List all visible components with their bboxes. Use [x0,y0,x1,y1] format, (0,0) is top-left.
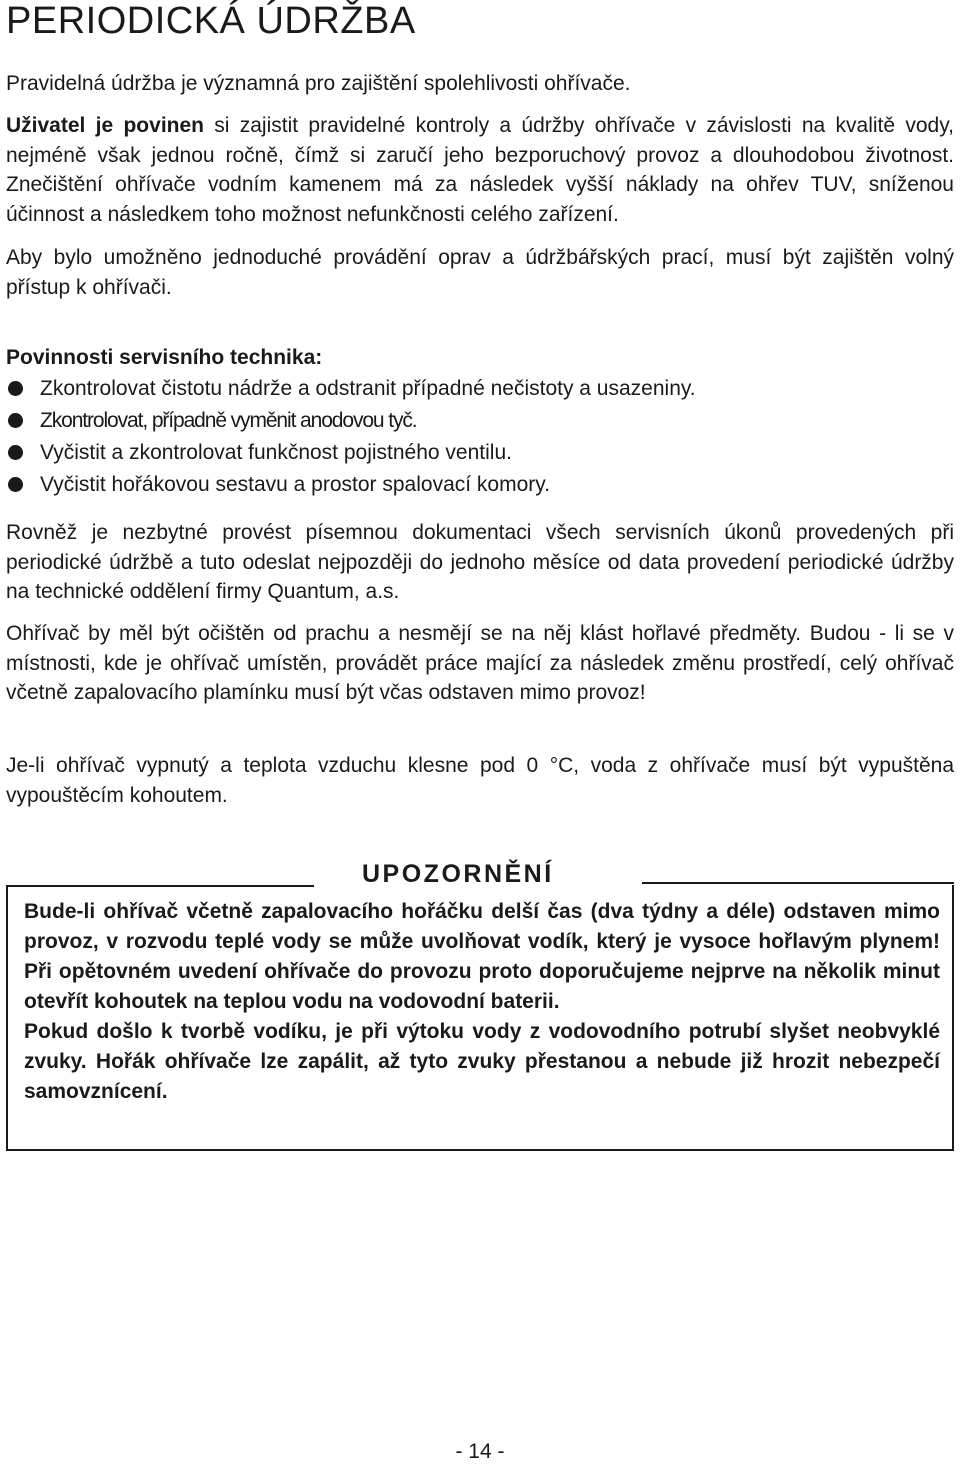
warning-text-2: Pokud došlo k tvorbě vodíku, je při výtoku vody z vodovodního potrubí slyšet neobvyklé zvuky. Hořák ohřívače lze zapálit, až tyto zvuky přestanou a nebude již hrozit nebezpečí samovznícení. [24,1020,940,1103]
page-number: - 14 - [455,1440,505,1463]
access-paragraph: Aby bylo umožněno jednoduché provádění oprav a údržbářských prací, musí být zajištěn volný přístup k ohřívači. [6,246,954,299]
list-item [6,469,954,501]
list-item [6,373,954,405]
warning-title: UPOZORNĚNÍ [362,860,554,888]
bullet-icon [8,413,23,428]
bullet-icon [8,445,23,460]
list-item-text: Vyčistit a zkontrolovat funkčnost pojistného ventilu. [40,441,512,464]
warning-text-1: Bude-li ohřívač včetně zapalovacího hořáčku delší čas (dva týdny a déle) odstaven mimo provoz, v rozvodu teplé vody se může uvolňovat vodík, který je vysoce hořlavým plynem! Při opětovném uvedení ohřívače do provozu proto doporučujeme nejprve na několik minut otevřít kohoutek na teplou vodu na vodovodní baterii. [24,900,940,1013]
list-item-text: Vyčistit hořákovou sestavu a prostor spalovací komory. [40,473,551,496]
duties-list [6,373,954,501]
list-item [6,437,954,469]
documentation-paragraph: Rovněž je nezbytné provést písemnou dokumentaci všech servisních úkonů provedených při periodické údržbě a tuto odeslat nejpozději do jednoho měsíce od data provedení periodické údržby na technické oddělení firmy Quantum, a.s. [6,521,954,603]
user-duty-paragraph [6,111,954,229]
divider [642,882,954,884]
bullet-icon [8,477,23,492]
list-item [6,405,954,437]
cleaning-paragraph: Ohřívač by měl být očištěn od prachu a nesmějí se na něj klást hořlavé předměty. Budou - li se v místnosti, kde je ohřívač umístěn, provádět práce mající za následek změnu prostředí, celý ohřívač včetně zapalovacího plamínku musí být včas odstaven mimo provoz! [6,622,954,704]
warning-text [24,897,940,1107]
intro-paragraph: Pravidelná údržba je významná pro zajištění spolehlivosti ohřívače. [6,72,631,95]
list-item-text: Zkontrolovat, případně vyměnit anodovou tyč. [40,409,417,432]
bullet-icon [8,381,23,396]
page-title: PERIODICKÁ ÚDRŽBA [6,0,416,42]
frost-paragraph: Je-li ohřívač vypnutý a teplota vzduchu klesne pod 0 °C, voda z ohřívače musí být vypuštěna vypouštěcím kohoutem. [6,754,954,807]
user-duty-text: si zajistit pravidelné kontroly a údržby ohřívače v závislosti na kvalitě vody, nejméně však jednou ročně, čímž si zaručí jeho bezporuchový provoz a dlouhodobou životnost. Znečištění ohřívače vodním kamenem má za následek vyšší náklady na ohřev TUV, sníženou účinnost a následkem toho možnost nefunkčnosti celého zařízení. [6,114,954,226]
user-duty-lead: Uživatel je povinen [6,114,204,137]
list-item-text: Zkontrolovat čistotu nádrže a odstranit případné nečistoty a usazeniny. [40,377,696,400]
duties-title: Povinnosti servisního technika: [6,346,323,369]
